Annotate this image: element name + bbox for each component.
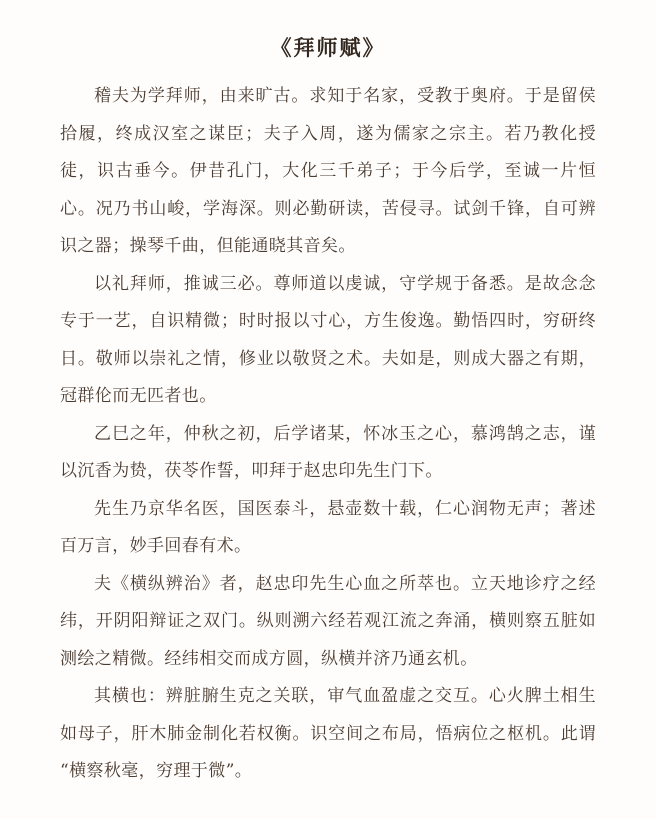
paragraph-5: 夫《横纵辨治》者，赵忠印先生心血之所萃也。立天地诊疗之经纬，开阴阳辩证之双门。纵则溯六经若观江流之奔涌，横则察五脏如测绘之精微。经纬相交而成方圆，纵横并济乃通玄机。 bbox=[60, 573, 596, 669]
document-title: 《拜师赋》 bbox=[270, 35, 386, 60]
paragraph-1: 稽夫为学拜师，由来旷古。求知于名家，受教于奥府。于是留侯拾履，终成汉室之谋臣；夫子入周，遂为儒家之宗主。若乃教化授徒，识古垂今。伊昔孔门，大化三千弟子；于今后学，至诚一片恒心。况乃书山峻，学海深。则必勤研读，苦侵寻。试剑千锋，自可辨识之器；操琴千曲，但能通晓其音矣。 bbox=[60, 86, 596, 256]
paragraph-2: 以礼拜师，推诚三必。尊师道以虔诚，守学规于备悉。是故念念专于一艺，自识精微；时时报以寸心，方生俊逸。勤悟四时，穷研终日。敬师以崇礼之情，修业以敬贤之术。夫如是，则成大器之有期，冠群伦而无匹者也。 bbox=[60, 273, 596, 406]
paragraph-3: 乙巳之年，仲秋之初，后学诸某，怀冰玉之心，慕鸿鹄之志，谨以沉香为贽，茯苓作誓，叩拜于赵忠印先生门下。 bbox=[60, 423, 596, 481]
paragraph-4: 先生乃京华名医，国医泰斗，悬壶数十载，仁心润物无声；著述百万言，妙手回春有术。 bbox=[60, 498, 596, 556]
paragraph-6: 其横也：辨脏腑生克之关联，审气血盈虚之交互。心火脾土相生如母子，肝木肺金制化若权衡。识空间之布局，悟病位之枢机。此谓“横察秋毫，穷理于微”。 bbox=[60, 686, 596, 781]
